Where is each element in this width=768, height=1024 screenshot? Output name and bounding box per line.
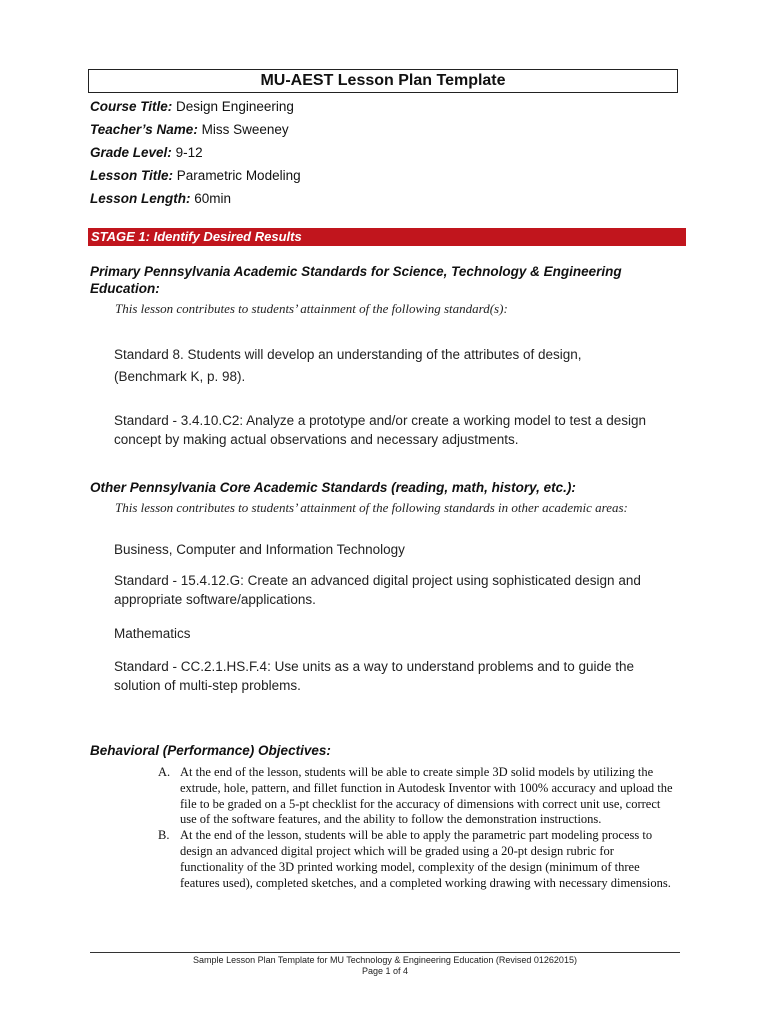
footer-divider [90,952,680,953]
page-number: Page 1 of 4 [361,966,409,976]
page-title: MU-AEST Lesson Plan Template [88,69,678,93]
lesson-title-row [90,168,301,183]
course-title-row [90,99,294,114]
primary-standards-heading: Primary Pennsylvania Academic Standards for Science, Technology & Engineering Education: [90,264,622,296]
lesson-length-row [90,191,231,206]
stage1-banner: STAGE 1: Identify Desired Results [88,228,686,246]
objective-text: At the end of the lesson, students will be able to create simple 3D solid models by utilizing the extrude, hole, pattern, and fillet function in Autodesk Inventor with 100% accuracy and upload the file to be graded on a 5-pt checklist for the accuracy of dimensions with correct unit use, correct use of the software features, and the ability to follow the demonstration instructions. [180,765,673,827]
grade-level-value: 9-12 [175,145,203,160]
lesson-title-label: Lesson Title: [90,168,174,183]
objective-letter: B. [158,828,170,843]
teacher-name-value: Miss Sweeney [201,122,289,137]
standard-15-4-12-g: Standard - 15.4.12.G: Create an advanced digital project using sophisticated design and appropriate software/applications. [114,573,641,607]
course-title-value: Design Engineering [176,99,294,114]
mathematics-subject: Mathematics [114,626,191,641]
business-subject: Business, Computer and Information Technology [114,542,405,557]
grade-level-row [90,145,203,160]
lesson-length-value: 60min [194,191,232,206]
objectives-heading: Behavioral (Performance) Objectives: [90,743,331,758]
other-standards-note: This lesson contributes to students’ attainment of the following standards in other academic areas: [115,500,628,515]
footer-caption: Sample Lesson Plan Template for MU Technology & Engineering Education (Revised 01262015) [193,955,577,965]
course-title-label: Course Title: [90,99,173,114]
teacher-name-label: Teacher’s Name: [90,122,198,137]
lesson-length-label: Lesson Length: [90,191,191,206]
objective-letter: A. [158,765,171,779]
objectives-list [158,765,678,891]
lesson-title-value: Parametric Modeling [176,168,301,183]
teacher-name-row [90,122,289,137]
objective-item [158,828,678,891]
grade-level-label: Grade Level: [90,145,172,160]
objective-item [158,765,678,828]
standard-8-line1: Standard 8. Students will develop an understanding of the attributes of design, [114,347,582,362]
other-standards-heading: Other Pennsylvania Core Academic Standards (reading, math, history, etc.): [90,480,576,495]
standard-3-4-10-c2: Standard - 3.4.10.C2: Analyze a prototype and/or create a working model to test a design concept by making actual observations and necessary adjustments. [114,413,647,447]
primary-standards-note: This lesson contributes to students’ attainment of the following standard(s): [115,301,508,316]
standard-8-line2: (Benchmark K, p. 98). [114,369,246,384]
standard-cc-2-1-hs-f-4: Standard - CC.2.1.HS.F.4: Use units as a way to understand problems and to guide the solution of multi-step problems. [114,659,635,693]
objective-text: At the end of the lesson, students will be able to apply the parametric part modeling process to design an advanced digital project which will be graded using a 20-pt design rubric for functionality of the 3D printed working model, complexity of the design (minimum of three features used), completed sketches, and a completed working drawing with necessary dimensions. [180,828,671,890]
